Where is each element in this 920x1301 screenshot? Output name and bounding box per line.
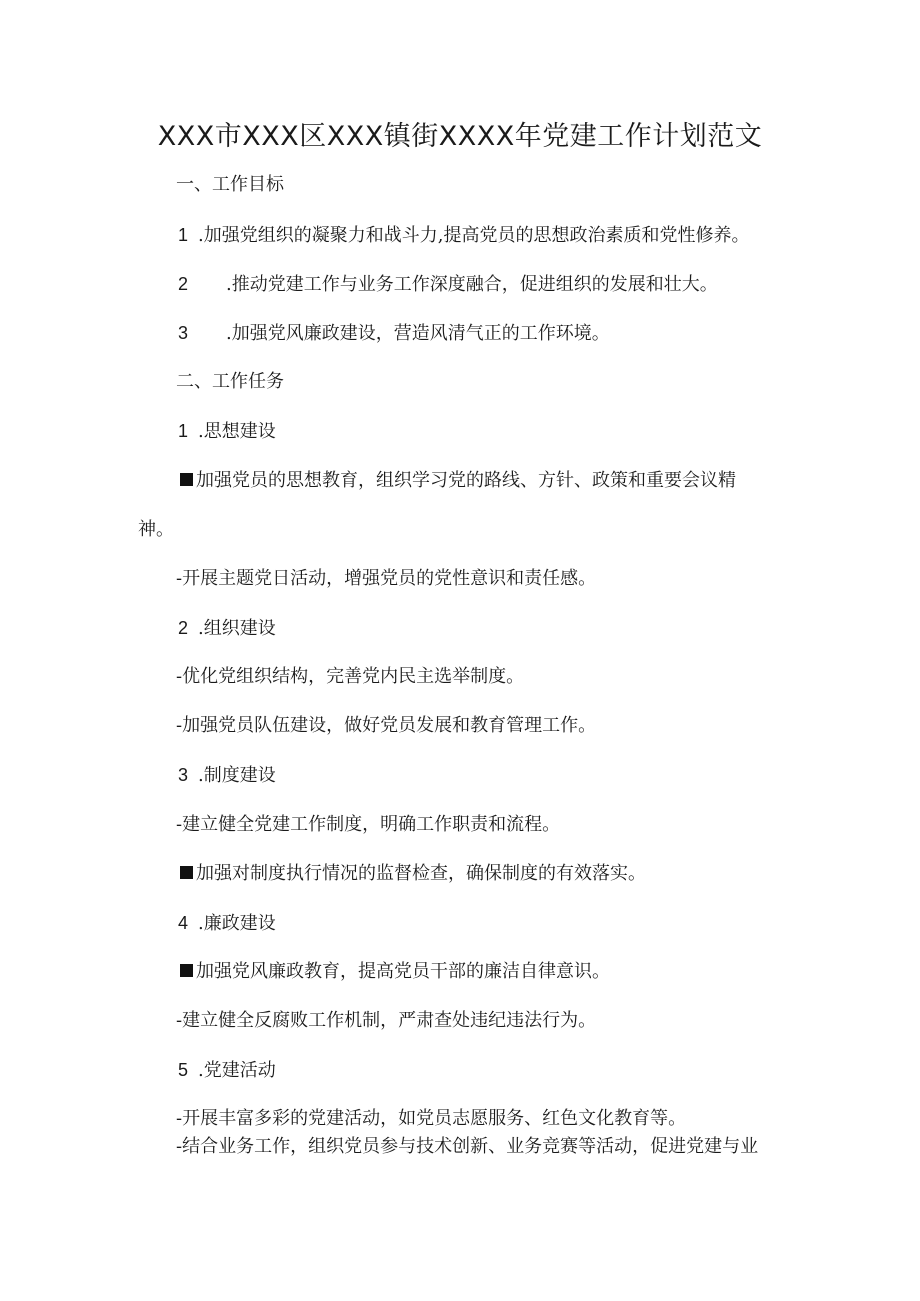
bullet-text: 加强对制度执行情况的监督检查，确保制度的有效落实。 (196, 863, 646, 884)
task4-bullet-1 (180, 959, 610, 985)
item-number: 1 (178, 421, 189, 441)
goal-item-1 (178, 222, 749, 249)
task2-bullet-2: -加强党员队伍建设，做好党员发展和教育管理工作。 (176, 715, 597, 736)
item-number: 4 (178, 913, 189, 933)
goal-text: .加强党风廉政建设，营造风清气正的工作环境。 (226, 323, 610, 344)
task3-bullet-1: -建立健全党建工作制度，明确工作职责和流程。 (176, 814, 561, 835)
item-number: 5 (178, 1060, 189, 1080)
item-number: 2 (178, 618, 189, 638)
task3-bullet-2 (180, 861, 646, 887)
task-title: .思想建设 (198, 421, 276, 442)
bullet-text: 加强党风廉政教育，提高党员干部的廉洁自律意识。 (196, 961, 610, 982)
task-heading-3 (178, 762, 276, 789)
bullet-text: 加强党员的思想教育，组织学习党的路线、方针、政策和重要会议精 (196, 470, 736, 491)
task1-bullet-1-continued: 神。 (138, 519, 174, 540)
square-bullet-icon (180, 866, 193, 879)
item-number: 1 (178, 225, 189, 245)
task5-bullet-1: -开展丰富多彩的党建活动，如党员志愿服务、红色文化教育等。 (176, 1108, 687, 1129)
goal-text: .加强党组织的凝聚力和战斗力,提高党员的思想政治素质和党性修养。 (198, 225, 750, 246)
item-number: 3 (178, 765, 189, 785)
square-bullet-icon (180, 964, 193, 977)
section-heading-goals: 一、工作目标 (176, 174, 284, 195)
task4-bullet-2: -建立健全反腐败工作机制，严肃查处违纪违法行为。 (176, 1010, 597, 1031)
task-heading-2 (178, 615, 276, 642)
task-title: .党建活动 (198, 1060, 276, 1081)
goal-item-2 (178, 271, 718, 298)
item-number: 2 (178, 274, 189, 294)
square-bullet-icon (180, 473, 193, 486)
task-title: .制度建设 (198, 765, 276, 786)
task1-bullet-2: -开展主题党日活动，增强党员的党性意识和责任感。 (176, 568, 597, 589)
task-title: .廉政建设 (198, 913, 276, 934)
task1-bullet-1 (180, 468, 736, 494)
document-title: XXX市XXX区XXX镇街XXXX年党建工作计划范文 (157, 121, 763, 152)
task-heading-4 (178, 910, 276, 937)
task-heading-1 (178, 418, 276, 445)
task2-bullet-1: -优化党组织结构，完善党内民主选举制度。 (176, 666, 525, 687)
task-title: .组织建设 (198, 618, 276, 639)
goal-text: .推动党建工作与业务工作深度融合，促进组织的发展和壮大。 (226, 274, 718, 295)
section-heading-tasks: 二、工作任务 (176, 371, 284, 392)
task-heading-5 (178, 1057, 276, 1084)
task5-bullet-2: -结合业务工作，组织党员参与技术创新、业务竞赛等活动，促进党建与业 (176, 1136, 759, 1157)
item-number: 3 (178, 323, 189, 343)
goal-item-3 (178, 320, 610, 347)
